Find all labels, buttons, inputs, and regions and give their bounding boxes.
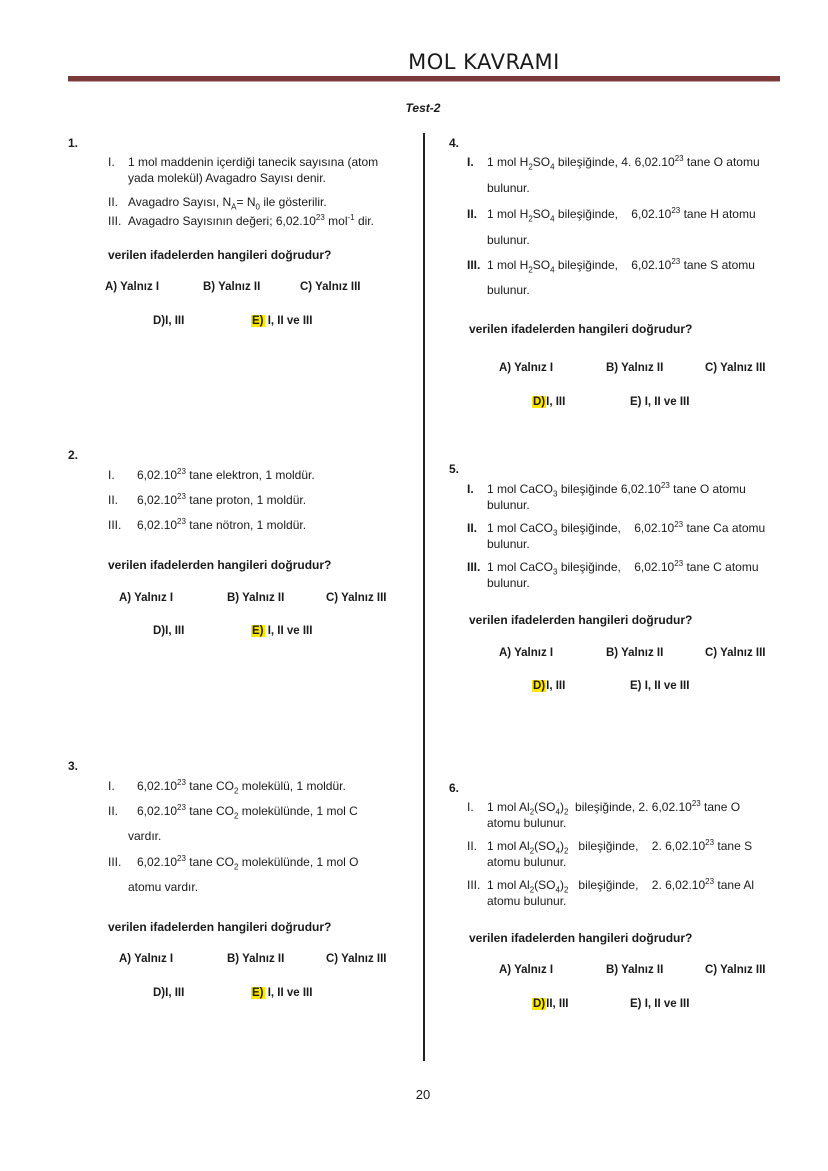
- statement-item: II. 6,02.10$^{23}$ tane proton, 1 moldür.: [108, 492, 307, 507]
- question-number: 3.: [68, 759, 79, 773]
- statement-continuation: vardır.: [128, 829, 162, 843]
- option-c[interactable]: C) Yalnız III: [300, 281, 361, 293]
- option-d[interactable]: D)I, III: [153, 625, 185, 637]
- statement-item: II. 1 mol $H_2SO_4$ bileşiğinde, 6,02.10$^{23}$ tane H atomu: [467, 206, 756, 224]
- question-number: 4.: [449, 136, 460, 150]
- option-d[interactable]: D)I, III: [153, 987, 185, 999]
- column-divider: [423, 133, 425, 1061]
- question-prompt: verilen ifadelerden hangileri doğrudur?: [469, 613, 693, 627]
- option-a[interactable]: A) Yalnız I: [119, 592, 174, 604]
- statement-continuation: bulunur.: [487, 233, 530, 247]
- question-number: 6.: [449, 781, 460, 795]
- question-prompt: verilen ifadelerden hangileri doğrudur?: [108, 558, 332, 572]
- option-e[interactable]: E) I, II ve III: [252, 987, 313, 999]
- statement-item: III. 1 mol CaCO$_3$ bileşiğinde, 6,02.10$^{23}$ tane C atomu bulunur.: [467, 559, 759, 590]
- option-b[interactable]: B) Yalnız II: [606, 964, 664, 976]
- question-prompt: verilen ifadelerden hangileri doğrudur?: [469, 322, 693, 336]
- option-a[interactable]: A) Yalnız I: [119, 953, 174, 965]
- option-c[interactable]: C) Yalnız III: [326, 592, 387, 604]
- statement-item: II. Avagadro Sayısı, $N_A= N_0$ ile gösterilir.: [108, 195, 327, 212]
- question-number: 1.: [68, 136, 79, 150]
- option-e[interactable]: E) I, II ve III: [630, 680, 690, 692]
- option-d[interactable]: D)I, III: [153, 315, 185, 327]
- option-d[interactable]: D)I, III: [533, 396, 566, 408]
- statement-item: III. 6,02.10$^{23}$ tane nötron, 1 moldür.: [108, 517, 307, 532]
- statement-item: III. 1 mol $Al_2(SO_4)_2$ bileşiğinde, 2. 6,02.10$^{23}$ tane Al atomu bulunur.: [467, 877, 755, 908]
- option-d[interactable]: D)I, III: [533, 680, 566, 692]
- option-a[interactable]: A) Yalnız I: [499, 964, 554, 976]
- statement-continuation: bulunur.: [487, 181, 530, 195]
- question-number: 2.: [68, 448, 79, 462]
- highlighted-answer: E): [252, 625, 264, 637]
- option-b[interactable]: B) Yalnız II: [227, 953, 285, 965]
- option-c[interactable]: C) Yalnız III: [705, 647, 766, 659]
- statement-continuation: atomu vardır.: [128, 880, 199, 894]
- statement-item: I. 1 mol $Al_2(SO_4)_2$ bileşiğinde, 2. 6,02.10$^{23}$ tane O atomu bulunur.: [467, 799, 741, 830]
- question-number: 5.: [449, 462, 460, 476]
- test-subtitle: Test-2: [405, 101, 441, 115]
- option-a[interactable]: A) Yalnız I: [499, 647, 554, 659]
- title-underline: [68, 76, 780, 82]
- highlighted-answer: D): [533, 396, 546, 408]
- page-number: 20: [415, 1087, 431, 1102]
- option-c[interactable]: C) Yalnız III: [705, 362, 766, 374]
- statement-item: III. Avagadro Sayısının değeri; 6,02.10$^{23}$ mol$^{-1}$ dir.: [108, 213, 374, 228]
- highlighted-answer: E): [252, 315, 264, 327]
- question-prompt: verilen ifadelerden hangileri doğrudur?: [469, 931, 693, 945]
- option-b[interactable]: B) Yalnız II: [606, 362, 664, 374]
- option-e[interactable]: E) I, II ve III: [252, 315, 313, 327]
- statement-item: I. 1 mol CaCO$_3$ bileşiğinde 6,02.10$^{23}$ tane O atomu bulunur.: [467, 481, 746, 512]
- option-a[interactable]: A) Yalnız I: [105, 281, 160, 293]
- option-e[interactable]: E) I, II ve III: [252, 625, 313, 637]
- statement-item: III. 6,02.10$^{23}$ tane $CO_2$ molekülünde, 1 mol O: [108, 854, 359, 872]
- option-d[interactable]: D)II, III: [533, 998, 569, 1010]
- option-a[interactable]: A) Yalnız I: [499, 362, 554, 374]
- highlighted-answer: E): [252, 987, 264, 999]
- statement-continuation: bulunur.: [487, 283, 530, 297]
- option-e[interactable]: E) I, II ve III: [630, 396, 690, 408]
- option-c[interactable]: C) Yalnız III: [326, 953, 387, 965]
- statement-item: I. 6,02.10$^{23}$ tane elektron, 1 moldür.: [108, 467, 315, 482]
- statement-item: II. 1 mol $Al_2(SO_4)_2$ bileşiğinde, 2. 6,02.10$^{23}$ tane S atomu bulunur.: [467, 838, 753, 869]
- page-title: MOL KAVRAMI: [408, 50, 560, 74]
- statement-item: I. 1 mol maddenin içerdiği tanecik sayısına (atom yada molekül) Avagadro Sayısı denir.: [108, 155, 379, 185]
- statement-item: II. 1 mol CaCO$_3$ bileşiğinde, 6,02.10$^{23}$ tane Ca atomu bulunur.: [467, 520, 766, 551]
- option-b[interactable]: B) Yalnız II: [606, 647, 664, 659]
- statement-item: III. 1 mol $H_2SO_4$ bileşiğinde, 6,02.10$^{23}$ tane S atomu: [467, 257, 755, 275]
- option-b[interactable]: B) Yalnız II: [227, 592, 285, 604]
- highlighted-answer: D): [533, 680, 546, 692]
- statement-item: II. 6,02.10$^{23}$ tane $CO_2$ molekülünde, 1 mol C: [108, 803, 358, 821]
- question-prompt: verilen ifadelerden hangileri doğrudur?: [108, 920, 332, 934]
- option-c[interactable]: C) Yalnız III: [705, 964, 766, 976]
- highlighted-answer: D): [533, 998, 546, 1010]
- question-prompt: verilen ifadelerden hangileri doğrudur?: [108, 248, 332, 262]
- option-e[interactable]: E) I, II ve III: [630, 998, 690, 1010]
- statement-item: I. 1 mol $H_2SO_4$ bileşiğinde, 4. 6,02.10$^{23}$ tane O atomu: [467, 154, 760, 172]
- option-b[interactable]: B) Yalnız II: [203, 281, 261, 293]
- statement-item: I. 6,02.10$^{23}$ tane $CO_2$ molekülü, 1 moldür.: [108, 778, 346, 796]
